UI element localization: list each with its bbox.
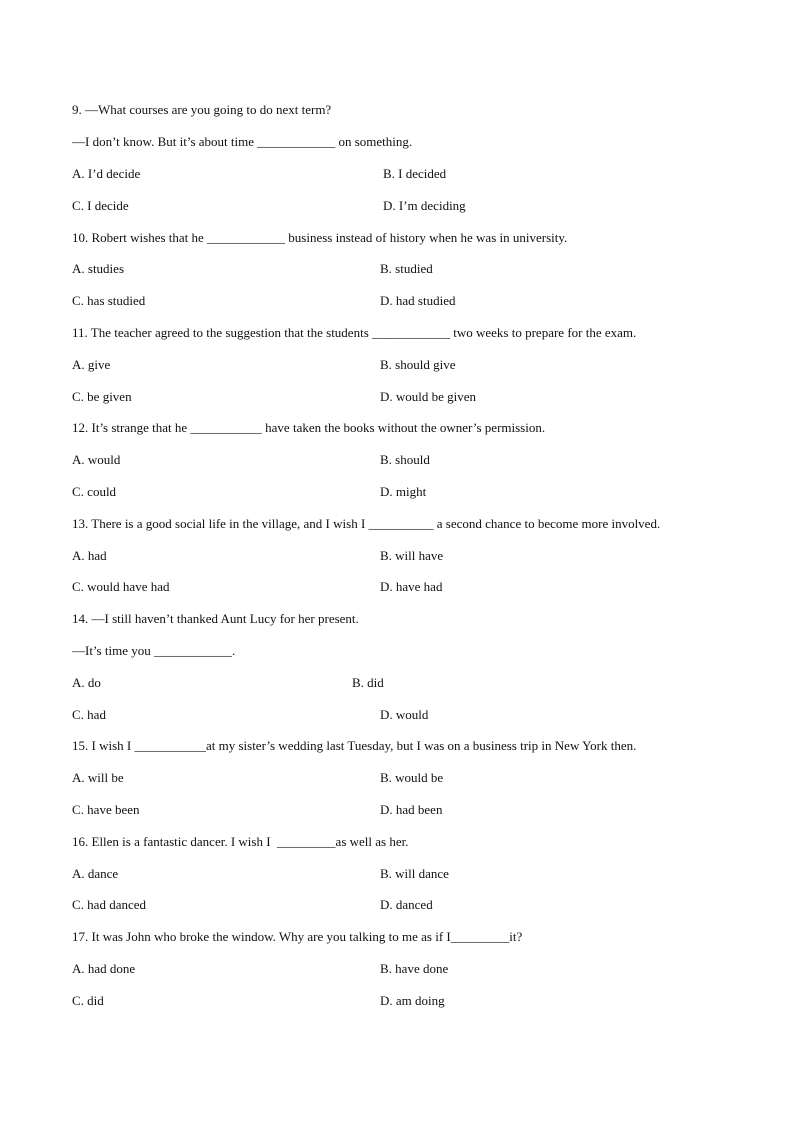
option-a: A. studies [72,261,125,276]
option-a: A. give [72,357,111,372]
question-16-line-1: 16. Ellen is a fantastic dancer. I wish I _________as well as her. [72,834,409,849]
option-a: A. will be [72,770,124,785]
question-15-line-1: 15. I wish I ___________at my sister’s wedding last Tuesday, but I was on a business trip in New York then. [72,738,637,753]
option-a: A. do [72,675,101,690]
option-b: B. did [352,675,384,690]
option-d: D. had studied [380,293,456,308]
option-d: D. I’m deciding [383,198,466,213]
option-a: A. had [72,548,107,563]
option-c: C. had [72,707,106,722]
option-c: C. has studied [72,293,146,308]
option-b: B. would be [380,770,444,785]
option-b: B. I decided [383,166,447,181]
question-14-line-1: 14. —I still haven’t thanked Aunt Lucy for her present. [72,611,359,626]
option-d: D. had been [380,802,443,817]
question-17-line-1: 17. It was John who broke the window. Why are you talking to me as if I_________it? [72,929,523,944]
question-9-line-2: —I don’t know. But it’s about time ____________ on something. [72,134,413,149]
question-10-line-1: 10. Robert wishes that he ____________ business instead of history when he was in university. [72,230,568,245]
option-a: A. dance [72,866,119,881]
option-b: B. will have [380,548,444,563]
option-a: A. would [72,452,121,467]
question-11-line-1: 11. The teacher agreed to the suggestion that the students ____________ two weeks to prepare for the exam. [72,325,637,340]
option-c: C. would have had [72,579,170,594]
option-a: A. had done [72,961,136,976]
option-c: C. I decide [72,198,129,213]
option-c: C. have been [72,802,140,817]
option-a: A. I’d decide [72,166,141,181]
option-c: C. did [72,993,104,1008]
question-13-line-1: 13. There is a good social life in the village, and I wish I __________ a second chance to become more involved. [72,516,661,531]
option-d: D. might [380,484,427,499]
option-d: D. am doing [380,993,445,1008]
question-12-line-1: 12. It’s strange that he ___________ have taken the books without the owner’s permission. [72,420,546,435]
option-c: C. had danced [72,897,147,912]
question-14-line-2: —It’s time you ____________. [72,643,236,658]
option-d: D. would [380,707,429,722]
option-d: D. danced [380,897,433,912]
option-b: B. will dance [380,866,449,881]
question-9-line-1: 9. —What courses are you going to do next term? [72,102,332,117]
option-c: C. be given [72,389,132,404]
option-b: B. should [380,452,430,467]
option-b: B. have done [380,961,449,976]
option-d: D. would be given [380,389,477,404]
option-d: D. have had [380,579,443,594]
option-b: B. should give [380,357,456,372]
option-b: B. studied [380,261,433,276]
option-c: C. could [72,484,117,499]
